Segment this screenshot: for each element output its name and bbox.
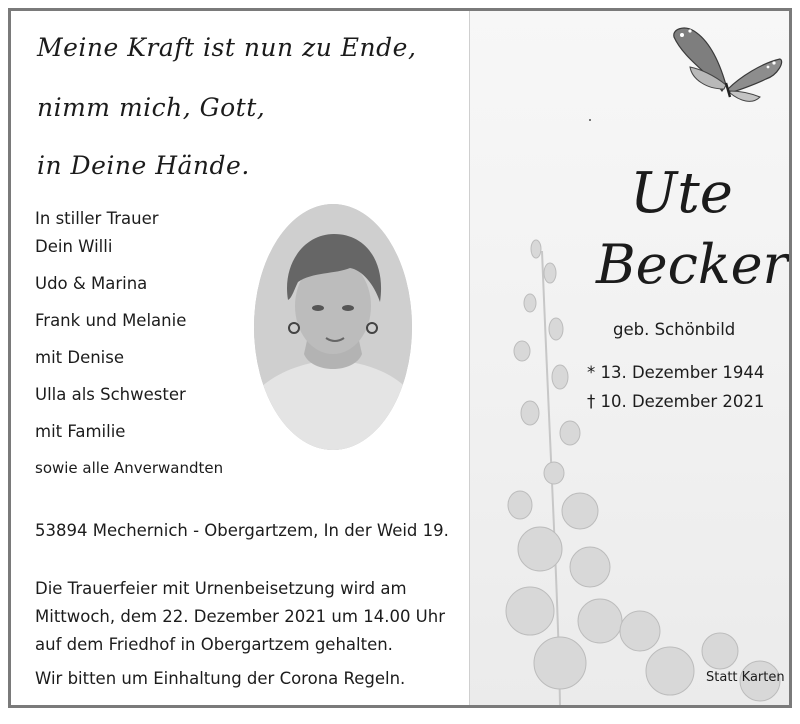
corona-note: Wir bitten um Einhaltung der Corona Regeln.: [35, 669, 406, 688]
butterfly-icon: [670, 19, 785, 114]
portrait-figure: [254, 204, 412, 450]
death-date: † 10. Dezember 2021: [587, 392, 765, 411]
maiden-name: geb. Schönbild: [613, 320, 736, 339]
right-panel: [470, 11, 789, 705]
mourner-line: mit Familie: [35, 422, 126, 441]
birth-date: * 13. Dezember 1944: [587, 363, 765, 382]
mourner-line: Udo & Marina: [35, 274, 148, 293]
panel-divider: [469, 11, 470, 705]
deceased-first-name: Ute: [630, 161, 733, 226]
statt-karten-note: Statt Karten: [706, 670, 785, 685]
mourner-line: sowie alle Anverwandten: [35, 459, 224, 477]
address: 53894 Mechernich - Obergartzem, In der Weid 19.: [35, 521, 449, 540]
mourner-line: In stiller Trauer: [35, 209, 159, 228]
portrait-photo: [254, 204, 412, 450]
speck: [589, 119, 591, 121]
mourner-line: Dein Willi: [35, 237, 113, 256]
ceremony-line: Mittwoch, dem 22. Dezember 2021 um 14.00 Uhr: [35, 607, 446, 626]
verse-line-1: Meine Kraft ist nun zu Ende,: [37, 33, 417, 62]
ceremony-line: Die Trauerfeier mit Urnenbeisetzung wird am: [35, 579, 407, 598]
mourner-line: mit Denise: [35, 348, 125, 367]
verse-line-2: nimm mich, Gott,: [37, 93, 266, 122]
deceased-last-name: Becker: [596, 233, 789, 296]
verse-line-3: in Deine Hände.: [37, 151, 250, 180]
obituary-card: [8, 8, 792, 708]
mourner-line: Ulla als Schwester: [35, 385, 186, 404]
mourner-line: Frank und Melanie: [35, 311, 187, 330]
ceremony-line: auf dem Friedhof in Obergartzem gehalten.: [35, 635, 393, 654]
